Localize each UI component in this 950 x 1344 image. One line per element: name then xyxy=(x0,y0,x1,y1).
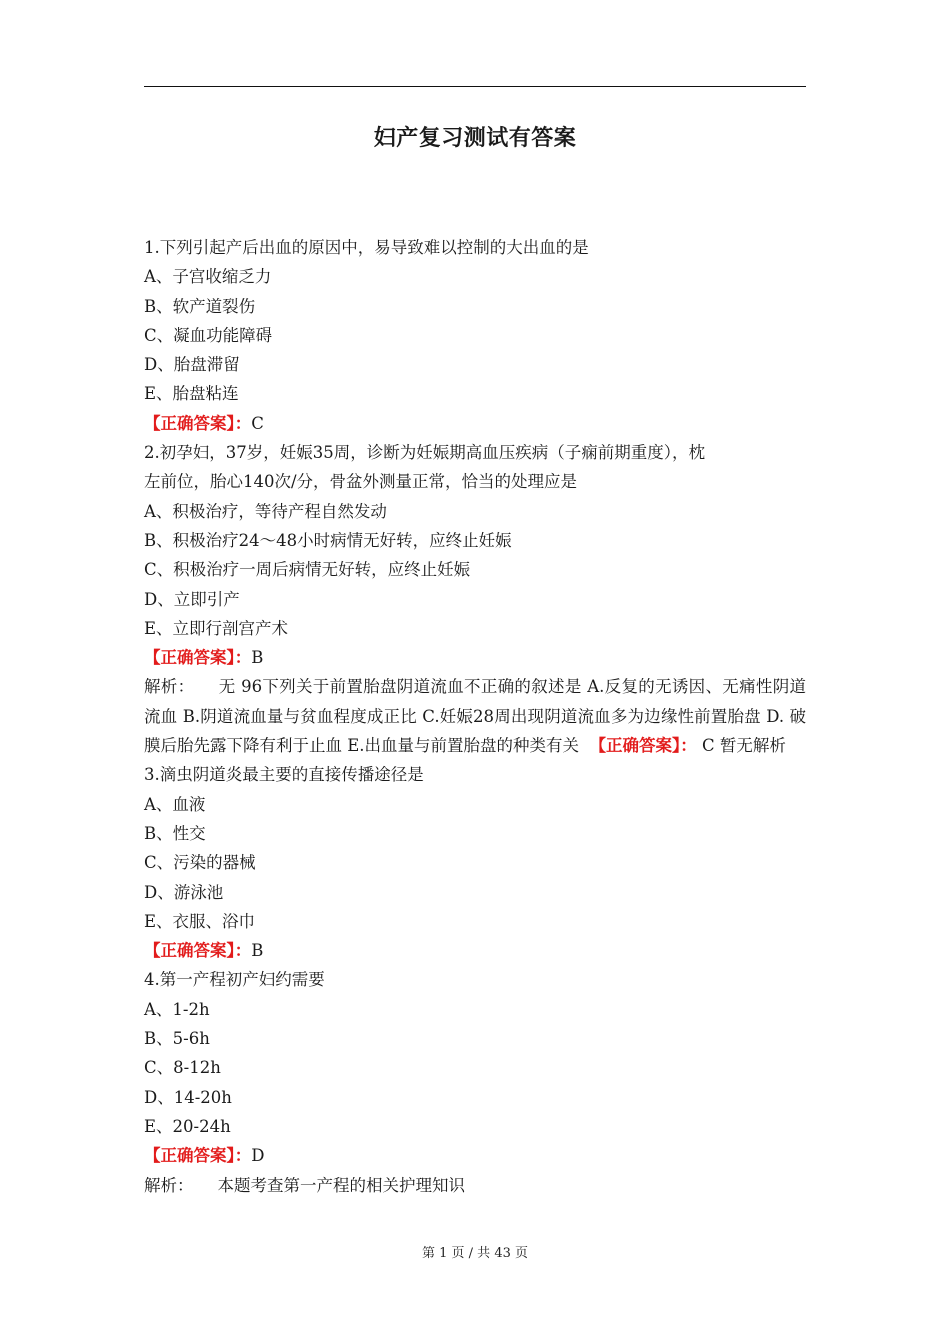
analysis-paragraph xyxy=(144,672,806,760)
question-2 xyxy=(144,438,806,760)
answer-value: D xyxy=(251,1146,265,1166)
option-d: D、游泳池 xyxy=(144,882,224,902)
option-c: C、污染的器械 xyxy=(144,853,256,873)
option-c: C、凝血功能障碍 xyxy=(144,325,273,345)
answer-row xyxy=(144,643,806,672)
analysis-label: 解析： xyxy=(144,677,195,697)
header-rule xyxy=(144,86,806,87)
question-3 xyxy=(144,760,806,965)
answer-row xyxy=(144,936,806,965)
document-body xyxy=(144,233,806,1200)
answer-row xyxy=(144,409,806,438)
option-b: B、软产道裂伤 xyxy=(144,296,256,316)
option-c: C、8-12h xyxy=(144,1058,221,1078)
answer-label: 【正确答案】： xyxy=(144,648,252,668)
analysis-text: 本题考查第一产程的相关护理知识 xyxy=(217,1175,465,1195)
analysis-label: 解析： xyxy=(144,1175,194,1195)
option-d: D、胎盘滞留 xyxy=(144,355,240,375)
option-e: E、20-24h xyxy=(144,1116,231,1136)
question-4 xyxy=(144,965,806,1199)
question-1 xyxy=(144,233,806,438)
option-b: B、5-6h xyxy=(144,1029,210,1049)
answer-label: 【正确答案】： xyxy=(144,413,252,433)
question-stem-line-2: 左前位，胎心140次/分，骨盆外测量正常，恰当的处理应是 xyxy=(144,472,578,492)
option-e: E、立即行剖宫产术 xyxy=(144,618,289,638)
option-a: A、1-2h xyxy=(144,999,210,1019)
option-d: D、立即引产 xyxy=(144,589,240,609)
document-title: 妇产复习测试有答案 xyxy=(373,126,577,151)
answer-label: 【正确答案】： xyxy=(144,1146,252,1166)
inline-answer-label: 【正确答案】： xyxy=(589,736,697,756)
option-a: A、血液 xyxy=(144,794,206,814)
inline-answer-value: C 暂无解析 xyxy=(702,736,786,756)
answer-label: 【正确答案】： xyxy=(144,941,252,961)
option-b: B、积极治疗24～48小时病情无好转，应终止妊娠 xyxy=(144,530,512,550)
question-stem: 3.滴虫阴道炎最主要的直接传播途径是 xyxy=(144,765,424,785)
option-a: A、子宫收缩乏力 xyxy=(144,267,272,287)
page-footer: 第 1 页 / 共 43 页 xyxy=(422,1246,528,1261)
option-e: E、胎盘粘连 xyxy=(144,384,239,404)
answer-value: C xyxy=(251,413,264,433)
answer-row xyxy=(144,1141,806,1170)
option-e: E、衣服、浴巾 xyxy=(144,911,256,931)
question-stem: 1.下列引起产后出血的原因中，易导致难以控制的大出血的是 xyxy=(144,238,589,257)
option-a: A、积极治疗，等待产程自然发动 xyxy=(144,501,387,521)
answer-value: B xyxy=(251,941,264,961)
question-stem-line-1: 2.初孕妇，37岁，妊娠35周，诊断为妊娠期高血压疾病（子痫前期重度），枕 xyxy=(144,443,705,463)
question-stem: 4.第一产程初产妇约需要 xyxy=(144,970,325,990)
analysis-row xyxy=(144,1171,806,1200)
option-c: C、积极治疗一周后病情无好转，应终止妊娠 xyxy=(144,560,471,580)
answer-value: B xyxy=(251,648,264,668)
option-d: D、14-20h xyxy=(144,1087,232,1107)
analysis-text: 无 96下列关于前置胎盘阴道流血不正确的叙述是 A.反复的无诱因、无痛性阴道流血 B.阴道流血量与贫血程度成正比 C.妊娠28周出现阴道流血多为边缘性前置胎盘 D. 破膜后胎先露下降有利于止血 E.出血量与前置胎盘的种类有关 xyxy=(144,677,807,756)
option-b: B、性交 xyxy=(144,823,206,843)
